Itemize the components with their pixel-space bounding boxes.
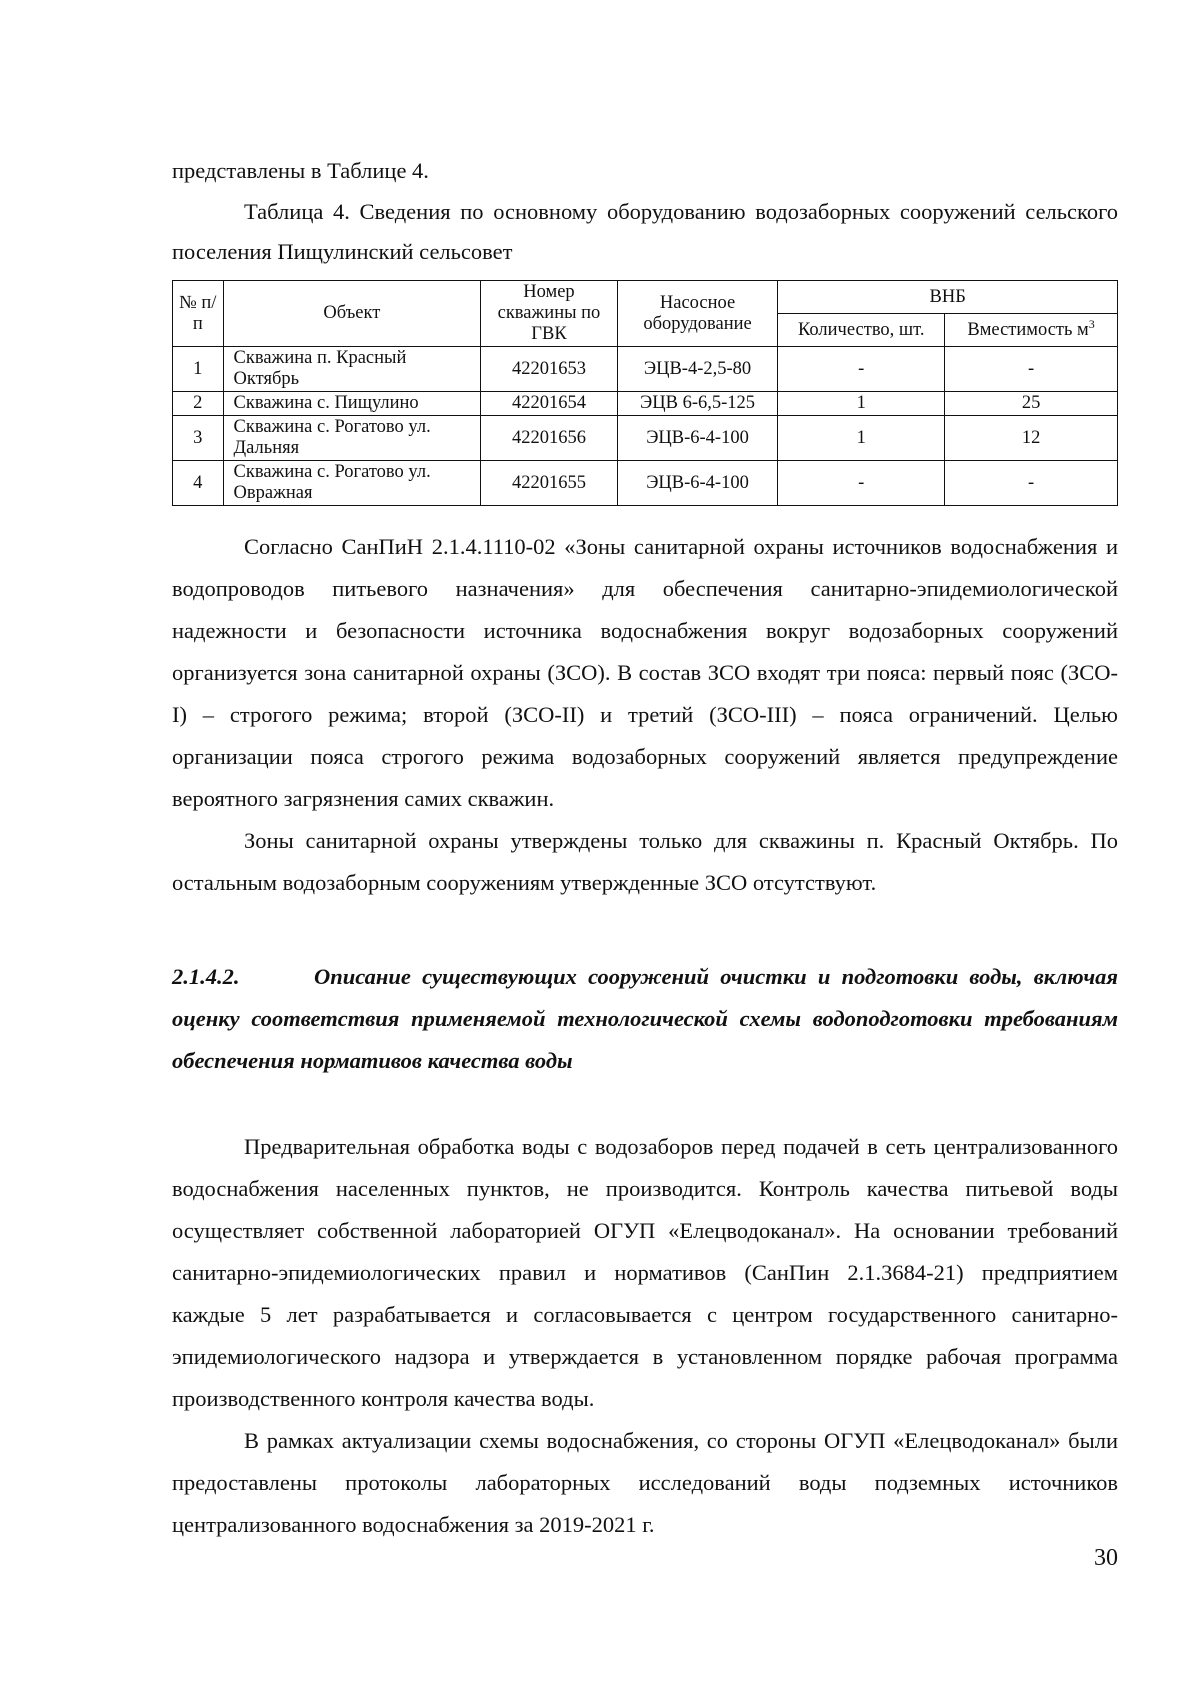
table-row [173, 416, 1118, 461]
intro-line: представлены в Таблице 4. [172, 158, 429, 183]
paragraph-treatment: Предварительная обработка воды с водозаборов перед подачей в сеть централизованного водоснабжения населенных пунктов, не производится. Контроль качества питьевой воды осуществляет собственной лабораторией ОГУП «Елецводоканал». На основании требований санитарно-эпидемиологических правил и нормативов (СанПин 2.1.3684-21) предприятием каждые 5 лет разрабатывается и согласовывается с центром государственного санитарно-эпидемиологического надзора и утверждается в установленном порядке рабочая программа производственного контроля качества воды. [172, 1134, 1118, 1411]
cell-gvk: 42201653 [481, 347, 617, 392]
header-pump: Насосное оборудование [617, 281, 778, 347]
header-vnb: ВНБ [778, 281, 1118, 314]
paragraph-sanpin: Согласно СанПиН 2.1.4.1110-02 «Зоны санитарной охраны источников водоснабжения и водопроводов питьевого назначения» для обеспечения санитарно-эпидемиологической надежности и безопасности источника водоснабжения вокруг водозаборных сооружений организуется зона санитарной охраны (ЗСО). В состав ЗСО входят три пояса: первый пояс (ЗСО-I) – строгого режима; второй (ЗСО-II) и третий (ЗСО-III) – пояса ограничений. Целью организации пояса строгого режима водозаборных сооружений является предупреждение вероятного загрязнения самих скважин. [172, 534, 1118, 811]
paragraph-zso: Зоны санитарной охраны утверждены только для скважины п. Красный Октябрь. По остальным водозаборным сооружениям утвержденные ЗСО отсутствуют. [172, 828, 1118, 895]
cell-object: Скважина п. Красный Октябрь [223, 347, 481, 392]
cell-gvk: 42201656 [481, 416, 617, 461]
cell-num: 1 [173, 347, 224, 392]
cell-object: Скважина с. Рогатово ул. Дальняя [223, 416, 481, 461]
cell-capacity: 12 [945, 416, 1118, 461]
cell-qty: - [778, 461, 945, 506]
cell-capacity: - [945, 347, 1118, 392]
page-number: 30 [1094, 1545, 1118, 1571]
document-page [172, 150, 1118, 1546]
cell-num: 2 [173, 392, 224, 416]
header-object: Объект [223, 281, 481, 347]
table-row [173, 347, 1118, 392]
table-row [173, 461, 1118, 506]
equipment-table [172, 280, 1118, 506]
cell-capacity: - [945, 461, 1118, 506]
header-num: № п/п [173, 281, 224, 347]
cell-pump: ЭЦВ-6-4-100 [617, 461, 778, 506]
section-number: 2.1.4.2. [172, 964, 240, 989]
cell-qty: 1 [778, 392, 945, 416]
cell-object: Скважина с. Рогатово ул. Овражная [223, 461, 481, 506]
cell-object: Скважина с. Пищулино [223, 392, 481, 416]
cell-gvk: 42201655 [481, 461, 617, 506]
cell-gvk: 42201654 [481, 392, 617, 416]
cell-pump: ЭЦВ 6-6,5-125 [617, 392, 778, 416]
cell-num: 4 [173, 461, 224, 506]
table-caption: Таблица 4. Сведения по основному оборудованию водозаборных сооружений сельского поселения Пищулинский сельсовет [172, 199, 1118, 264]
header-qty: Количество, шт. [778, 314, 945, 347]
cell-capacity: 25 [945, 392, 1118, 416]
section-title: Описание существующих сооружений очистки и подготовки воды, включая оценку соответствия применяемой технологической схемы водоподготовки требованиям обеспечения нормативов качества воды [172, 964, 1118, 1073]
cell-qty: - [778, 347, 945, 392]
cell-qty: 1 [778, 416, 945, 461]
table-row [173, 392, 1118, 416]
paragraph-protocols: В рамках актуализации схемы водоснабжения, со стороны ОГУП «Елецводоканал» были предоставлены протоколы лабораторных исследований воды подземных источников централизованного водоснабжения за 2019-2021 г. [172, 1428, 1118, 1537]
header-capacity: Вместимость $м^3$ [945, 314, 1118, 347]
section-heading [172, 956, 1118, 1082]
cell-pump: ЭЦВ-4-2,5-80 [617, 347, 778, 392]
header-gvk: Номер скважины по ГВК [481, 281, 617, 347]
cell-pump: ЭЦВ-6-4-100 [617, 416, 778, 461]
cell-num: 3 [173, 416, 224, 461]
